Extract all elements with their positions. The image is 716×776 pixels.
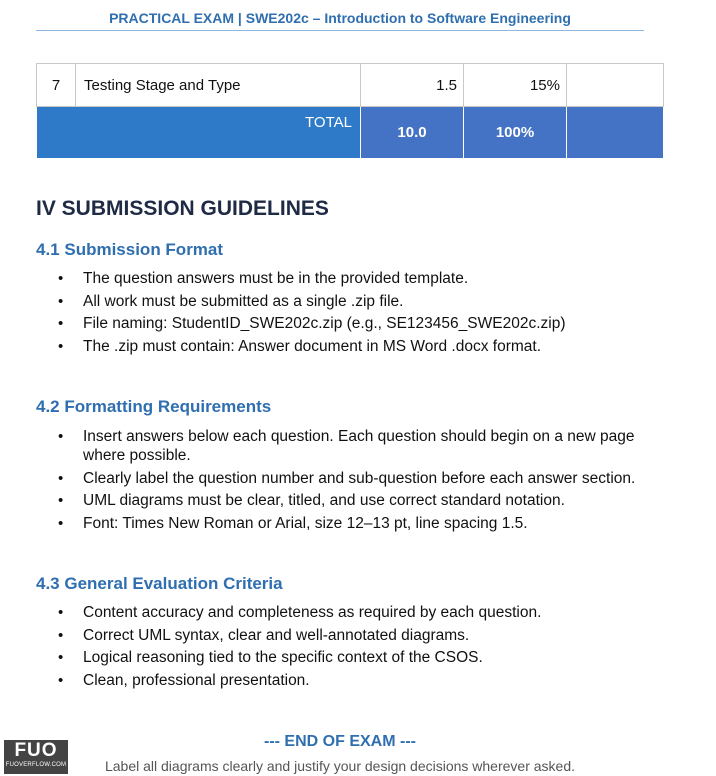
row-number: 7: [37, 64, 76, 107]
row-empty-cell: [567, 64, 664, 107]
end-of-exam: --- END OF EXAM ---: [264, 733, 416, 750]
footer-note: Label all diagrams clearly and justify your design decisions wherever asked.: [104, 758, 576, 774]
list-item: • Insert answers below each question. Each question should begin on a new page where possible.: [58, 427, 658, 465]
evaluation-criteria-list: [58, 603, 658, 690]
watermark-logo: [4, 740, 68, 774]
submission-format-list: [58, 269, 658, 356]
total-points: 10.0: [361, 107, 464, 159]
list-item: • The question answers must be in the provided template.: [58, 269, 658, 288]
row-points: 1.5: [361, 64, 464, 107]
list-item: • Clearly label the question number and sub-question before each answer section.: [58, 469, 658, 488]
row-label: Testing Stage and Type: [76, 64, 361, 107]
list-item: • Content accuracy and completeness as required by each question.: [58, 603, 658, 622]
logo-mark: FUO: [14, 740, 58, 761]
list-item: • Correct UML syntax, clear and well-annotated diagrams.: [58, 626, 658, 645]
total-empty-cell: [567, 107, 664, 159]
formatting-requirements-heading: 4.2 Formatting Requirements: [36, 397, 272, 416]
list-item: • The .zip must contain: Answer document in MS Word .docx format.: [58, 337, 658, 356]
list-item: • Font: Times New Roman or Arial, size 12–13 pt, line spacing 1.5.: [58, 514, 658, 533]
total-percent: 100%: [464, 107, 567, 159]
list-item: • All work must be submitted as a single .zip file.: [58, 292, 658, 311]
list-item: • Clean, professional presentation.: [58, 671, 658, 690]
list-item: • Logical reasoning tied to the specific context of the CSOS.: [58, 648, 658, 667]
evaluation-criteria-heading: 4.3 General Evaluation Criteria: [36, 574, 283, 593]
section-title: IV SUBMISSION GUIDELINES: [36, 197, 329, 220]
logo-text: FUOVERFLOW.COM: [5, 762, 67, 768]
total-row: [37, 107, 664, 159]
formatting-requirements-list: [58, 427, 658, 533]
submission-format-heading: 4.1 Submission Format: [36, 240, 224, 259]
score-table: [36, 63, 664, 159]
list-item: • UML diagrams must be clear, titled, and use correct standard notation.: [58, 491, 658, 510]
table-row: [37, 64, 664, 107]
header-divider: [36, 30, 644, 31]
page-header: PRACTICAL EXAM | SWE202c – Introduction to Software Engineering: [109, 10, 571, 26]
total-label: TOTAL: [37, 107, 361, 159]
row-percent: 15%: [464, 64, 567, 107]
list-item: • File naming: StudentID_SWE202c.zip (e.g., SE123456_SWE202c.zip): [58, 314, 658, 333]
